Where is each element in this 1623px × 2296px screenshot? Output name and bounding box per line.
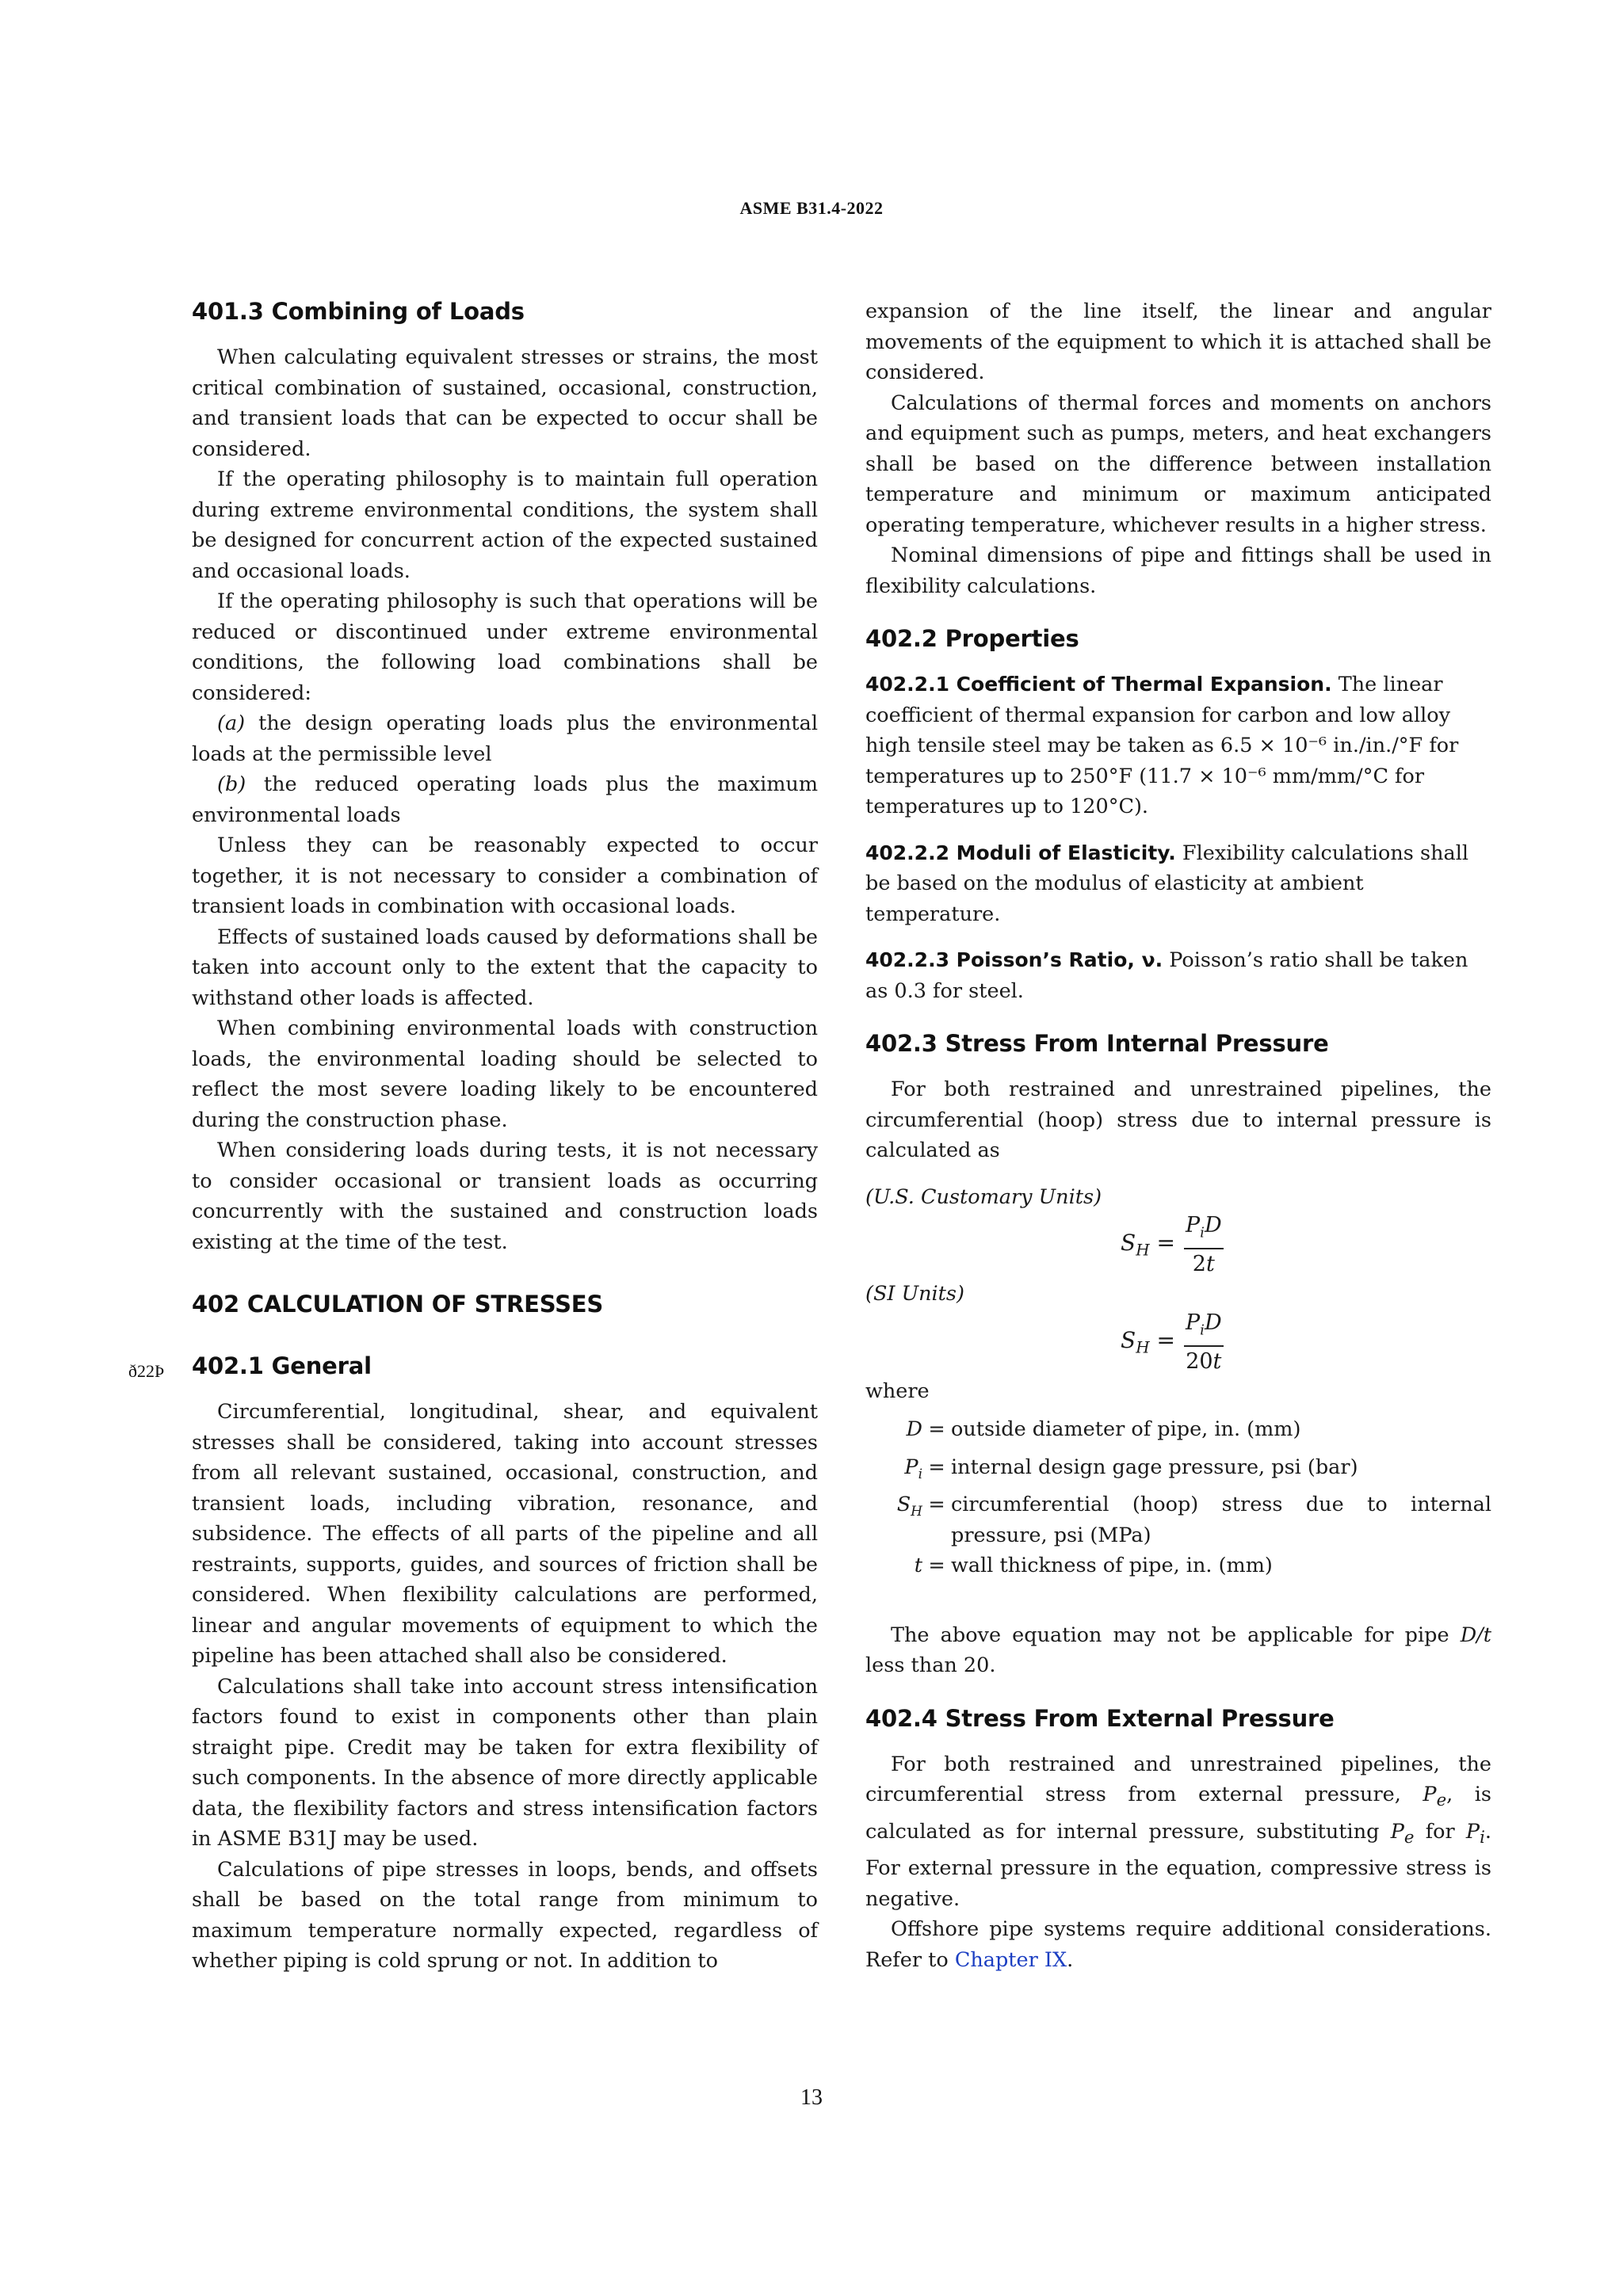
section-heading-402: 402 CALCULATION OF STRESSES	[192, 1291, 604, 1318]
section-heading-402-4: 402.4 Stress From External Pressure	[865, 1704, 1335, 1732]
paragraph: Calculations of pipe stresses in loops, bends, and offsets shall be based on the total range from minimum to maximum temperature normally expected, regardless of whether piping is cold sprung or not. In addition to	[192, 1857, 818, 1973]
equation-denominator: 20t	[1186, 1348, 1222, 1374]
equation-numerator: $P_iD$	[1184, 1212, 1224, 1249]
equation-numerator: $P_iD$	[1184, 1310, 1224, 1347]
section-heading-402-3: 402.3 Stress From Internal Pressure	[865, 1030, 1329, 1057]
equation-lhs: $S_H$ =	[1121, 1326, 1176, 1357]
equation-fraction	[1184, 1310, 1224, 1377]
section-heading-402-1: 402.1 General	[192, 1352, 372, 1379]
list-item-a	[192, 708, 818, 769]
right-column	[865, 296, 1491, 1975]
hoop-stress-equation-us	[865, 1212, 1491, 1279]
definition-row: t = wall thickness of pipe, in. (mm)	[914, 1554, 1273, 1578]
equation-lhs: $S_H$ =	[1121, 1230, 1176, 1260]
section-heading-401-3: 401.3 Combining of Loads	[192, 298, 525, 325]
subsection-title: 402.2.3 Poisson’s Ratio, ν.	[865, 948, 1163, 971]
paragraph: When combining environmental loads with construction loads, the environmental loading should be selected to reflect the most severe loading likely to be encountered during the construction phase.	[192, 1016, 818, 1132]
subsection-text: The linear coefficient of thermal expansion for carbon and low alloy high tensile steel may be taken as 6.5 × 10⁻⁶ in./in./°F for temperatures up to 250°F (11.7 × 10⁻⁶ mm/mm/°C for temperatures up to 120°C).	[865, 673, 1459, 818]
paragraph: If the operating philosophy is such that operations will be reduced or discontinued under extreme environmental conditions, the following load combinations shall be considered:	[192, 589, 818, 705]
definition-row: $P_i$ = internal design gage pressure, psi (bar)	[904, 1455, 1358, 1482]
units-label-si: (SI Units)	[865, 1282, 964, 1306]
where-label: where	[865, 1379, 930, 1403]
paragraph: Calculations shall take into account stress intensification factors found to exist in components other than plain straight pipe. Credit may be taken for extra flexibility of such components. In the absence of more directly applicable data, the flexibility factors and stress intensification factors in ASME B31J may be used.	[192, 1674, 818, 1851]
list-label: (b)	[217, 772, 246, 796]
subsection-title: 402.2.1 Coefficient of Thermal Expansion.	[865, 673, 1332, 696]
units-label-us: (U.S. Customary Units)	[865, 1184, 1102, 1209]
paragraph: Offshore pipe systems require additional considerations. Refer to Chapter IX.	[865, 1917, 1491, 1972]
hoop-stress-equation-si	[865, 1310, 1491, 1376]
paragraph: If the operating philosophy is to maintain full operation during extreme environmental conditions, the system shall be designed for concurrent action of the expected sustained and occasional loads.	[192, 467, 818, 583]
list-text: the design operating loads plus the environmental loads at the permissible level	[192, 711, 818, 766]
definition-row: $S_H$ = circumferential (hoop) stress due to internal pressure, psi (MPa)	[896, 1493, 1491, 1547]
paragraph: Nominal dimensions of pipe and fittings shall be used in flexibility calculations.	[865, 543, 1491, 598]
paragraph: For both restrained and unrestrained pipelines, the circumferential stress from external pressure, $P_e$, is calculated as for internal pressure, substituting $P_e$ for $P_i$. For external pressure in the equation, compressive stress is negative.	[865, 1752, 1491, 1911]
left-column	[192, 296, 818, 1977]
section-heading-402-2: 402.2 Properties	[865, 625, 1079, 652]
equation-denominator: 2t	[1192, 1252, 1215, 1277]
definition-row: D = outside diameter of pipe, in. (mm)	[906, 1417, 1301, 1441]
paragraph: Effects of sustained loads caused by deformations shall be taken into account only to the extent that the capacity to withstand other loads is affected.	[192, 925, 818, 1010]
list-item-b	[192, 769, 818, 830]
paragraph: For both restrained and unrestrained pipelines, the circumferential (hoop) stress due to internal pressure is calculated as	[865, 1077, 1491, 1162]
paragraph: The above equation may not be applicable for pipe D/t less than 20.	[865, 1623, 1491, 1678]
list-text: the reduced operating loads plus the maximum environmental loads	[192, 772, 819, 827]
paragraph: Calculations of thermal forces and moments on anchors and equipment such as pumps, meters, and heat exchangers shall be based on the difference between installation temperature and minimum or maximum anticipated operating temperature, whichever results in a higher stress.	[865, 391, 1491, 537]
paragraph: When considering loads during tests, it is not necessary to consider occasional or transient loads as occurring concurrently with the sustained and construction loads existing at the time of the test.	[192, 1138, 818, 1254]
running-head: ASME B31.4-2022	[739, 198, 884, 218]
variable-definitions	[865, 1414, 1491, 1589]
subsection-text: Poisson’s ratio shall be taken as 0.3 for steel.	[865, 948, 1468, 1003]
paragraph: Unless they can be reasonably expected to occur together, it is not necessary to consider a combination of transient loads in combination with occasional loads.	[192, 833, 818, 918]
subsection-text: Flexibility calculations shall be based on the modulus of elasticity at ambient temperature.	[865, 841, 1469, 926]
list-label: (a)	[217, 711, 246, 735]
subsection-title: 402.2.2 Moduli of Elasticity.	[865, 841, 1176, 864]
revision-marker: ð22Þ	[128, 1361, 165, 1381]
paragraph: When calculating equivalent stresses or strains, the most critical combination of sustained, occasional, construction, and transient loads that can be expected to occur shall be considered.	[192, 345, 818, 461]
chapter-ix-link[interactable]: Chapter IX	[954, 1947, 1067, 1972]
equation-fraction	[1184, 1212, 1224, 1280]
page-number: 13	[800, 2085, 823, 2110]
paragraph: expansion of the line itself, the linear and angular movements of the equipment to which it is attached shall be considered.	[865, 299, 1491, 384]
paragraph: Circumferential, longitudinal, shear, and equivalent stresses shall be considered, taking into account stresses from all relevant sustained, occasional, construction, and transient loads, including vibration, resonance, and subsidence. The effects of all parts of the pipeline and all restraints, supports, guides, and sources of friction shall be considered. When flexibility calculations are performed, linear and angular movements of equipment to which the pipeline has been attached shall also be considered.	[192, 1400, 818, 1668]
